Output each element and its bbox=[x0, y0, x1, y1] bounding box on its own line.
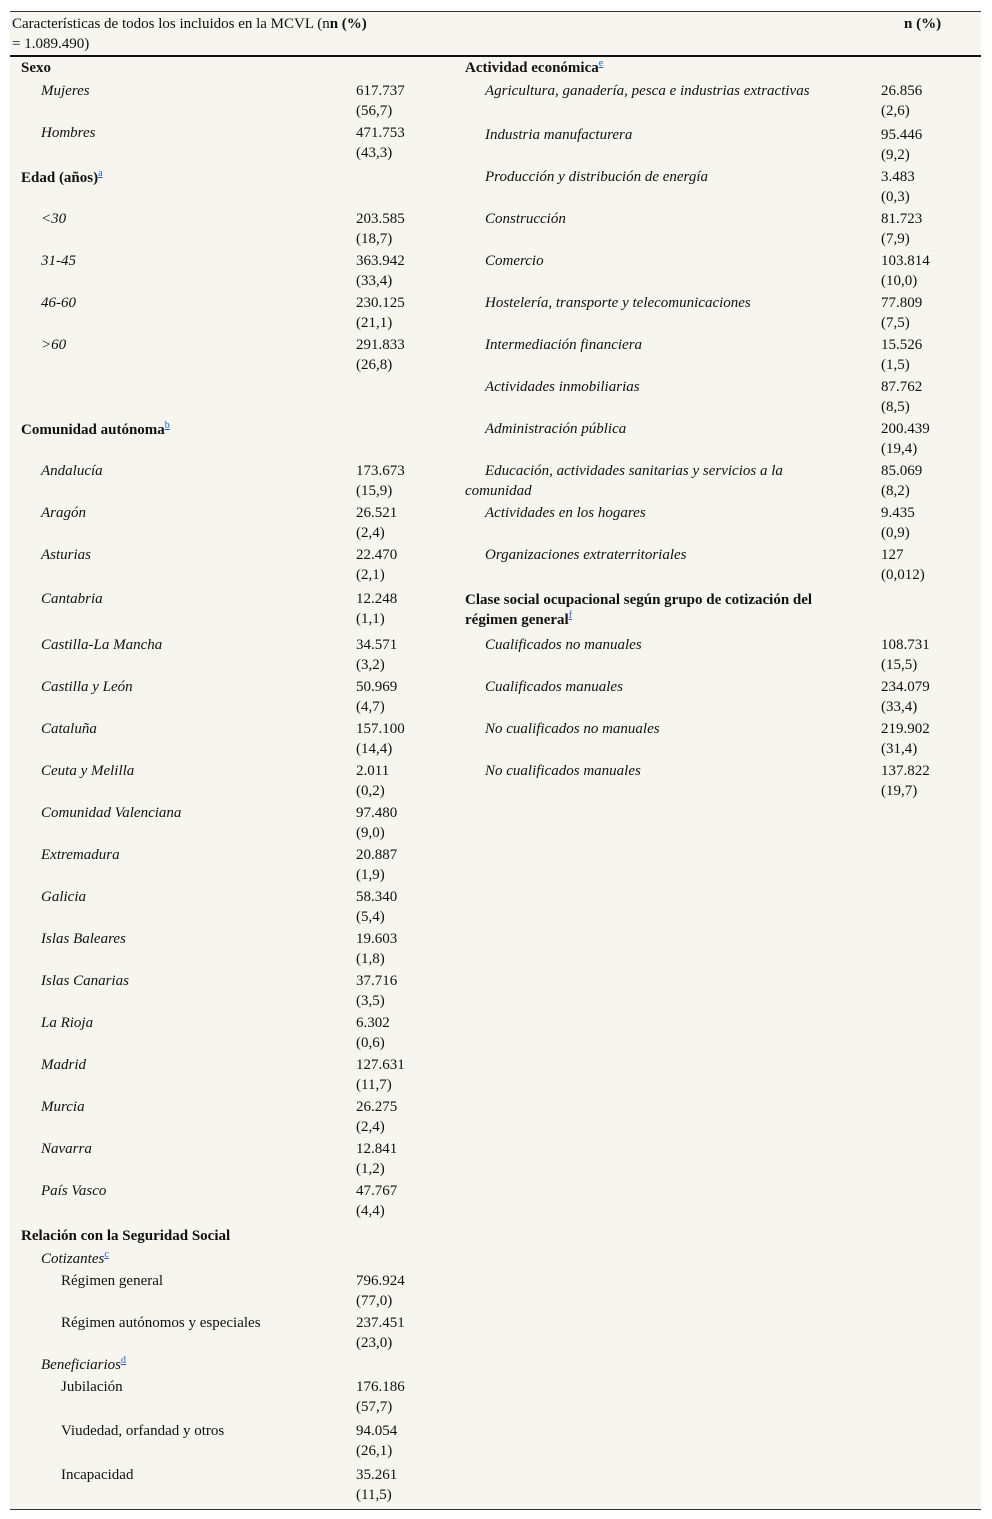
row-count: 87.762 bbox=[881, 379, 923, 395]
row-percent: (0,9) bbox=[881, 525, 910, 541]
section-title-actividad bbox=[465, 58, 603, 78]
row-percent: (7,9) bbox=[881, 231, 910, 247]
row-count: 20.887 bbox=[356, 847, 398, 863]
footnote-link-b[interactable]: b bbox=[164, 420, 170, 431]
footnote-link-f[interactable]: f bbox=[568, 610, 573, 621]
row-count: 85.069 bbox=[881, 463, 923, 479]
row-count: 37.716 bbox=[356, 973, 398, 989]
row-percent: (56,7) bbox=[356, 103, 393, 119]
row-label: Islas Baleares bbox=[41, 931, 126, 947]
row-percent: (14,4) bbox=[356, 741, 393, 757]
row-percent: (0,2) bbox=[356, 783, 385, 799]
row-label: Industria manufacturera bbox=[485, 127, 633, 143]
row-count: 9.435 bbox=[881, 505, 915, 521]
row-percent: (4,4) bbox=[356, 1203, 385, 1219]
row-label: Régimen general bbox=[61, 1273, 164, 1289]
row-label: Navarra bbox=[41, 1141, 92, 1157]
col-header-left: n (%) bbox=[329, 16, 367, 32]
row-percent: (7,5) bbox=[881, 315, 910, 331]
row-percent: (3,5) bbox=[356, 993, 385, 1009]
row-count: 12.841 bbox=[356, 1141, 398, 1157]
row-percent: (33,4) bbox=[356, 273, 393, 289]
row-count: 26.521 bbox=[356, 505, 398, 521]
row-count: 6.302 bbox=[356, 1015, 390, 1031]
row-count: 47.767 bbox=[356, 1183, 398, 1199]
row-percent: (26,8) bbox=[356, 357, 393, 373]
row-count: 796.924 bbox=[356, 1273, 405, 1289]
row-count: 22.470 bbox=[356, 547, 398, 563]
row-count: 127.631 bbox=[356, 1057, 405, 1073]
row-label: No cualificados no manuales bbox=[485, 721, 660, 737]
row-percent: (57,7) bbox=[356, 1399, 393, 1415]
table-caption bbox=[12, 14, 367, 34]
row-percent: (8,5) bbox=[881, 399, 910, 415]
row-label: La Rioja bbox=[41, 1015, 94, 1031]
row-label: Producción y distribución de energía bbox=[485, 169, 709, 185]
row-label: Ceuta y Melilla bbox=[41, 763, 135, 779]
caption-line-1: Características de todos los incluidos en la MCVL (n bbox=[12, 16, 330, 32]
row-count: 617.737 bbox=[356, 83, 405, 99]
row-count: 200.439 bbox=[881, 421, 930, 437]
row-count: 2.011 bbox=[356, 763, 390, 779]
row-count: 103.814 bbox=[881, 253, 930, 269]
row-percent: (19,4) bbox=[881, 441, 918, 457]
row-percent: (1,5) bbox=[881, 357, 910, 373]
row-label: Murcia bbox=[41, 1099, 85, 1115]
row-percent: (2,1) bbox=[356, 567, 385, 583]
row-count: 12.248 bbox=[356, 591, 398, 607]
row-count: 94.054 bbox=[356, 1423, 398, 1439]
row-label: Actividades inmobiliarias bbox=[485, 379, 640, 395]
row-label: Administración pública bbox=[485, 421, 627, 437]
footnote-link-a[interactable]: a bbox=[98, 168, 103, 179]
row-percent: (15,9) bbox=[356, 483, 393, 499]
row-count: 3.483 bbox=[881, 169, 915, 185]
row-percent: (19,7) bbox=[881, 783, 918, 799]
row-percent: (31,4) bbox=[881, 741, 918, 757]
row-count: 34.571 bbox=[356, 637, 398, 653]
row-count: 108.731 bbox=[881, 637, 930, 653]
section-title-comunidad bbox=[21, 420, 170, 440]
row-label: Madrid bbox=[41, 1057, 86, 1073]
row-percent: (18,7) bbox=[356, 231, 393, 247]
caption-line-2: = 1.089.490) bbox=[12, 36, 90, 52]
row-percent: (0,3) bbox=[881, 189, 910, 205]
row-label: Jubilación bbox=[61, 1379, 123, 1395]
row-count: 363.942 bbox=[356, 253, 405, 269]
row-count: 219.902 bbox=[881, 721, 930, 737]
row-label: Islas Canarias bbox=[41, 973, 129, 989]
row-label: Cataluña bbox=[41, 721, 97, 737]
row-label: Hombres bbox=[41, 125, 96, 141]
row-count: 137.822 bbox=[881, 763, 930, 779]
section-title-clase-social: Clase social ocupacional según grupo de cotización del bbox=[465, 592, 813, 608]
row-label: Mujeres bbox=[41, 83, 90, 99]
row-percent: (1,9) bbox=[356, 867, 385, 883]
row-label: Agricultura, ganadería, pesca e industrias extractivas bbox=[485, 83, 810, 99]
row-percent: (11,7) bbox=[356, 1077, 392, 1093]
row-count: 58.340 bbox=[356, 889, 398, 905]
row-count: 15.526 bbox=[881, 337, 923, 353]
row-percent: (23,0) bbox=[356, 1335, 393, 1351]
row-label: Castilla y León bbox=[41, 679, 133, 695]
row-label: Cualificados manuales bbox=[485, 679, 623, 695]
row-label: Régimen autónomos y especiales bbox=[61, 1315, 261, 1331]
row-percent: (4,7) bbox=[356, 699, 385, 715]
row-percent: (1,2) bbox=[356, 1161, 385, 1177]
row-count: 157.100 bbox=[356, 721, 405, 737]
row-label: No cualificados manuales bbox=[485, 763, 641, 779]
row-percent: (3,2) bbox=[356, 657, 385, 673]
subsection-cotizantes bbox=[41, 1249, 109, 1269]
row-label: Extremadura bbox=[41, 847, 120, 863]
row-percent: (10,0) bbox=[881, 273, 918, 289]
row-count: 176.186 bbox=[356, 1379, 405, 1395]
row-label: Comunidad Valenciana bbox=[41, 805, 182, 821]
subsection-beneficiarios bbox=[41, 1355, 126, 1375]
row-percent: (2,4) bbox=[356, 1119, 385, 1135]
row-label: Intermediación financiera bbox=[485, 337, 643, 353]
subsection-cotizantes-text: Cotizantes bbox=[41, 1251, 105, 1267]
row-count: 173.673 bbox=[356, 463, 405, 479]
row-percent: (8,2) bbox=[881, 483, 910, 499]
row-count: 471.753 bbox=[356, 125, 405, 141]
row-count: 35.261 bbox=[356, 1467, 398, 1483]
row-percent: (26,1) bbox=[356, 1443, 393, 1459]
row-label: Galicia bbox=[41, 889, 86, 905]
row-percent: (0,6) bbox=[356, 1035, 385, 1051]
row-label: <30 bbox=[41, 211, 67, 227]
row-percent: (2,6) bbox=[881, 103, 910, 119]
footnote-link-e[interactable]: e bbox=[598, 58, 604, 69]
row-count: 203.585 bbox=[356, 211, 405, 227]
row-label: Asturias bbox=[41, 547, 92, 563]
row-label: 46-60 bbox=[41, 295, 76, 311]
row-percent: (5,4) bbox=[356, 909, 385, 925]
header-divider bbox=[10, 55, 981, 57]
section-title-clase-social-2 bbox=[465, 610, 572, 630]
row-label: Incapacidad bbox=[61, 1467, 134, 1483]
row-label: Organizaciones extraterritoriales bbox=[485, 547, 687, 563]
section-title-clase-social-text: régimen general bbox=[465, 612, 569, 628]
row-label: Construcción bbox=[485, 211, 566, 227]
row-count: 50.969 bbox=[356, 679, 398, 695]
row-count: 77.809 bbox=[881, 295, 923, 311]
row-count: 95.446 bbox=[881, 127, 923, 143]
row-percent: (77,0) bbox=[356, 1293, 393, 1309]
row-label: País Vasco bbox=[41, 1183, 107, 1199]
row-percent: (0,012) bbox=[881, 567, 925, 583]
row-count: 19.603 bbox=[356, 931, 398, 947]
row-percent: (1,1) bbox=[356, 611, 385, 627]
row-percent: (33,4) bbox=[881, 699, 918, 715]
row-count: 26.275 bbox=[356, 1099, 398, 1115]
row-label: Comercio bbox=[485, 253, 544, 269]
footnote-link-d[interactable]: d bbox=[120, 1355, 126, 1366]
row-label: Actividades en los hogares bbox=[485, 505, 646, 521]
section-title-comunidad-text: Comunidad autónoma bbox=[21, 422, 165, 438]
row-count: 291.833 bbox=[356, 337, 405, 353]
row-count: 237.451 bbox=[356, 1315, 405, 1331]
row-percent: (2,4) bbox=[356, 525, 385, 541]
row-label-continued: comunidad bbox=[465, 483, 532, 499]
row-label: 31-45 bbox=[41, 253, 76, 269]
footnote-link-c[interactable]: c bbox=[104, 1249, 109, 1260]
section-title-sexo: Sexo bbox=[21, 60, 51, 76]
row-percent: (9,2) bbox=[881, 147, 910, 163]
row-count: 127 bbox=[881, 547, 904, 563]
section-title-seguridad-social: Relación con la Seguridad Social bbox=[21, 1228, 231, 1244]
row-count: 230.125 bbox=[356, 295, 405, 311]
row-percent: (43,3) bbox=[356, 145, 393, 161]
row-percent: (1,8) bbox=[356, 951, 385, 967]
row-count: 234.079 bbox=[881, 679, 930, 695]
characteristics-table bbox=[10, 11, 981, 1510]
row-percent: (9,0) bbox=[356, 825, 385, 841]
row-label: Viudedad, orfandad y otros bbox=[61, 1423, 225, 1439]
row-label: Castilla-La Mancha bbox=[41, 637, 163, 653]
row-label: Andalucía bbox=[41, 463, 103, 479]
row-label: >60 bbox=[41, 337, 67, 353]
row-label: Aragón bbox=[41, 505, 86, 521]
row-count: 26.856 bbox=[881, 83, 923, 99]
subsection-beneficiarios-text: Beneficiarios bbox=[41, 1357, 121, 1373]
col-header-right: n (%) bbox=[904, 16, 942, 32]
row-count: 97.480 bbox=[356, 805, 398, 821]
row-label: Educación, actividades sanitarias y servicios a la bbox=[485, 463, 783, 479]
row-percent: (11,5) bbox=[356, 1487, 392, 1503]
section-title-edad-text: Edad (años) bbox=[21, 170, 99, 186]
row-label: Cualificados no manuales bbox=[485, 637, 642, 653]
section-title-actividad-text: Actividad económica bbox=[465, 60, 599, 76]
section-title-edad bbox=[21, 168, 103, 188]
row-percent: (15,5) bbox=[881, 657, 918, 673]
row-percent: (21,1) bbox=[356, 315, 393, 331]
row-label: Cantabria bbox=[41, 591, 103, 607]
row-count: 81.723 bbox=[881, 211, 923, 227]
row-label: Hostelería, transporte y telecomunicaciones bbox=[485, 295, 751, 311]
